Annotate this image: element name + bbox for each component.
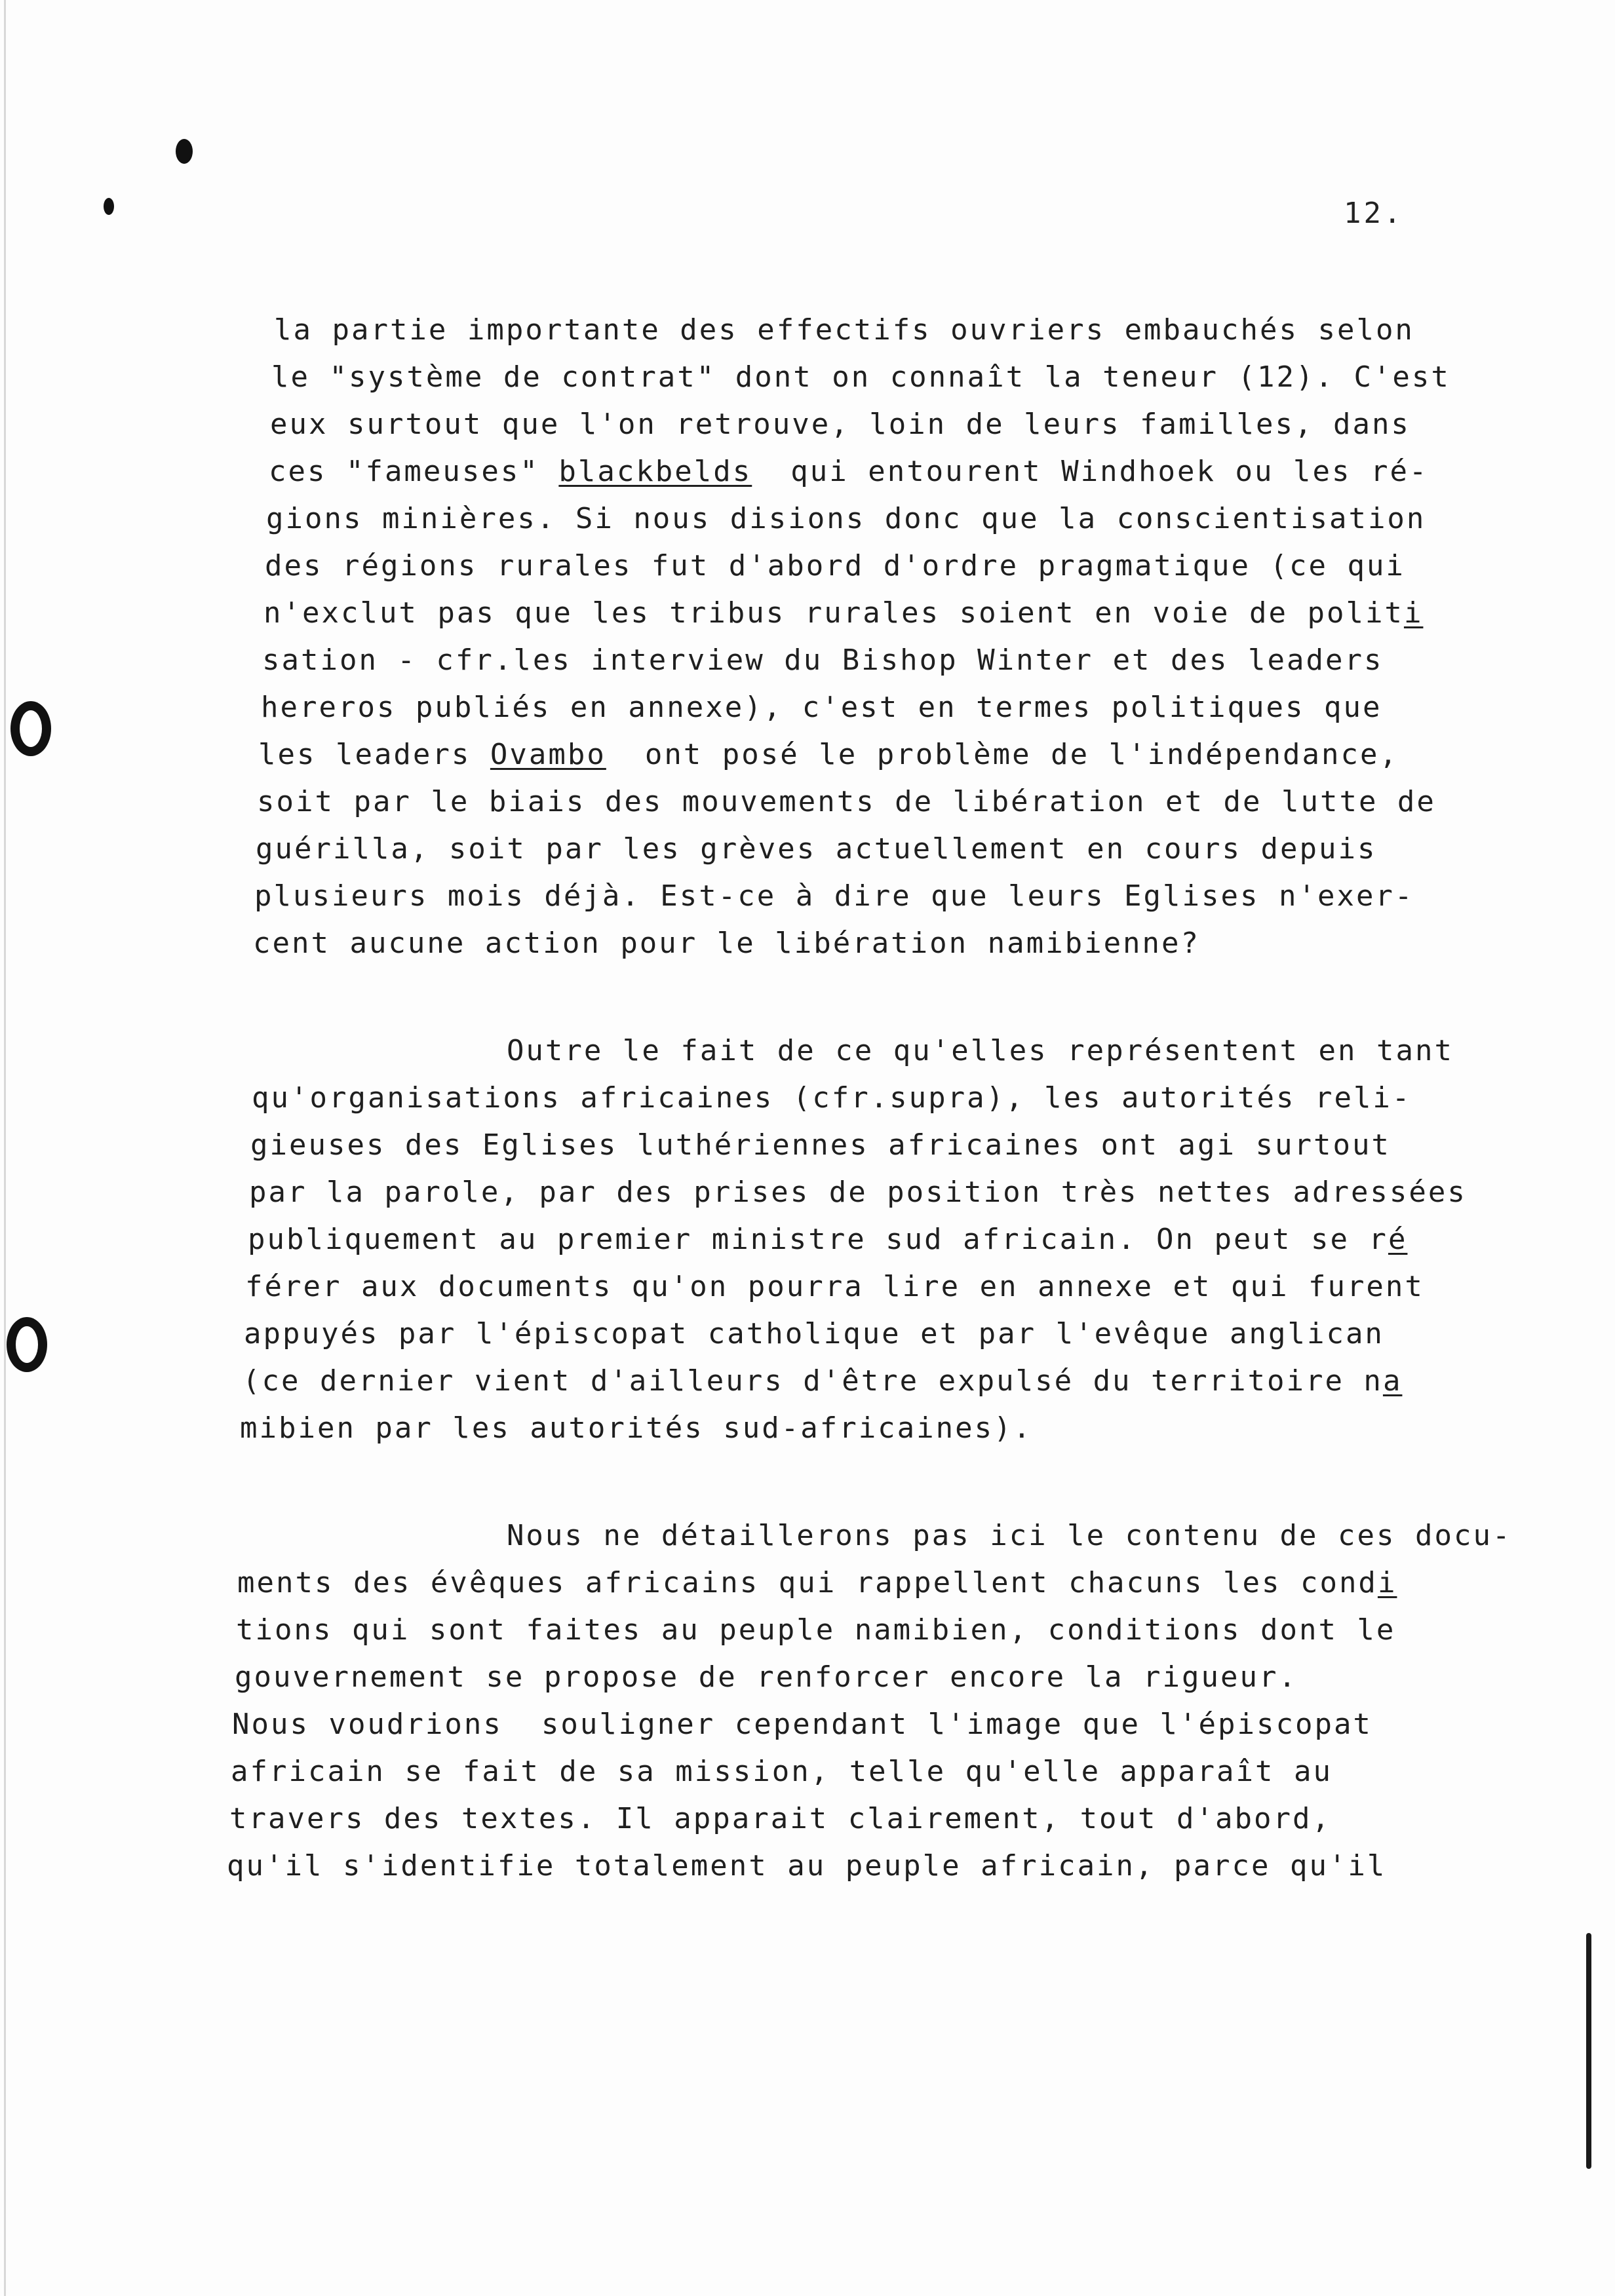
text-line [269, 455, 1428, 489]
text-line [229, 1802, 1331, 1836]
text-run: guérilla, soit par les grèves actuellement en cours depuis [256, 832, 1377, 866]
text-line [237, 1566, 1397, 1600]
text-line [274, 313, 1414, 347]
text-line [236, 1613, 1395, 1647]
margin-mark [1586, 1933, 1591, 2169]
text-line [249, 1176, 1467, 1210]
text-run: gouvernement se propose de renforcer encore la rigueur. [235, 1660, 1298, 1694]
text-line [391, 1519, 1511, 1553]
text-line [243, 1364, 1402, 1398]
text-line [253, 927, 1200, 961]
text-run: africain se fait de sa mission, telle qu'elle apparaît au [231, 1755, 1333, 1788]
text-line [257, 785, 1436, 819]
underlined-text: i [1377, 1566, 1397, 1599]
text-run: travers des textes. Il apparait clairement, tout d'abord, [229, 1802, 1331, 1835]
text-line [231, 1755, 1333, 1789]
text-run: plusieurs mois déjà. Est-ce à dire que leurs Eglises n'exer- [254, 879, 1414, 913]
text-line [254, 879, 1414, 913]
page-number: 12. [1344, 197, 1404, 230]
underlined-text: é [1388, 1223, 1408, 1256]
text-line [244, 1317, 1384, 1351]
page-edge [4, 0, 6, 2296]
text-line [240, 1411, 1032, 1445]
text-run: sation - cfr.les interview du Bishop Winter et des leaders [262, 643, 1384, 677]
underlined-text: i [1403, 596, 1424, 630]
text-run: qui entourent Windhoek ou les ré- [752, 455, 1429, 488]
text-line [235, 1660, 1298, 1694]
text-run: des régions rurales fut d'abord d'ordre pragmatique (ce qui [265, 549, 1405, 583]
ink-speck [176, 139, 193, 164]
text-run: gieuses des Eglises luthériennes africaines ont agi surtout [250, 1128, 1391, 1162]
text-run: n'exclut pas que les tribus rurales soient en voie de polit [263, 596, 1404, 630]
punch-hole [7, 1317, 47, 1372]
text-line [245, 1270, 1424, 1304]
text-run: ont posé le problème de l'indépendance, [606, 738, 1399, 771]
text-run: soit par le biais des mouvements de libération et de lutte de [257, 785, 1436, 818]
punch-hole [10, 701, 51, 756]
text-line [248, 1223, 1407, 1257]
text-run: qu'il s'identifie totalement au peuple africain, parce qu'il [227, 1849, 1387, 1883]
text-run: férer aux documents qu'on pourra lire en annexe et qui furent [245, 1270, 1424, 1303]
text-run: (ce dernier vient d'ailleurs d'être expulsé du territoire n [243, 1364, 1383, 1398]
text-run: Outre le fait de ce qu'elles représentent en tant [391, 1034, 1454, 1067]
text-line [232, 1708, 1372, 1742]
text-run: Nous voudrions souligner cependant l'image que l'épiscopat [232, 1708, 1372, 1741]
text-line [391, 1034, 1454, 1068]
text-line [258, 738, 1399, 772]
text-line [265, 549, 1405, 583]
text-line [256, 832, 1376, 866]
text-run: hereros publiés en annexe), c'est en termes politiques que [261, 691, 1382, 724]
text-line [266, 502, 1426, 536]
text-line [263, 596, 1423, 630]
text-line [262, 643, 1383, 678]
text-run: publiquement au premier ministre sud africain. On peut se r [248, 1223, 1388, 1256]
text-line [252, 1081, 1411, 1115]
text-run: Nous ne détaillerons pas ici le contenu de ces docu- [391, 1519, 1512, 1552]
text-run: ments des évêques africains qui rappellent chacuns les cond [237, 1566, 1378, 1599]
text-line [261, 691, 1382, 725]
underlined-text: blackbelds [558, 455, 752, 488]
text-run: les leaders [258, 738, 490, 771]
text-run: mibien par les autorités sud-africaines). [240, 1411, 1033, 1445]
text-run: la partie importante des effectifs ouvriers embauchés selon [274, 313, 1414, 347]
text-run: appuyés par l'épiscopat catholique et par l'evêque anglican [244, 1317, 1384, 1350]
text-line [271, 360, 1450, 394]
text-run: tions qui sont faites au peuple namibien, conditions dont le [236, 1613, 1396, 1647]
text-line [227, 1849, 1386, 1883]
text-run: cent aucune action pour le libération namibienne? [253, 927, 1201, 960]
underlined-text: Ovambo [490, 738, 606, 771]
text-run: ces "fameuses" [269, 455, 559, 488]
text-run: eux surtout que l'on retrouve, loin de leurs familles, dans [270, 408, 1411, 441]
text-line [250, 1128, 1391, 1162]
text-run: le "système de contrat" dont on connaît la teneur (12). C'est [271, 360, 1450, 394]
underlined-text: a [1382, 1364, 1403, 1398]
text-line [270, 408, 1411, 442]
text-run: par la parole, par des prises de position très nettes adressées [249, 1176, 1467, 1209]
ink-speck [104, 198, 114, 215]
text-run: gions minières. Si nous disions donc que la conscientisation [266, 502, 1426, 535]
text-run: qu'organisations africaines (cfr.supra), les autorités reli- [252, 1081, 1412, 1115]
